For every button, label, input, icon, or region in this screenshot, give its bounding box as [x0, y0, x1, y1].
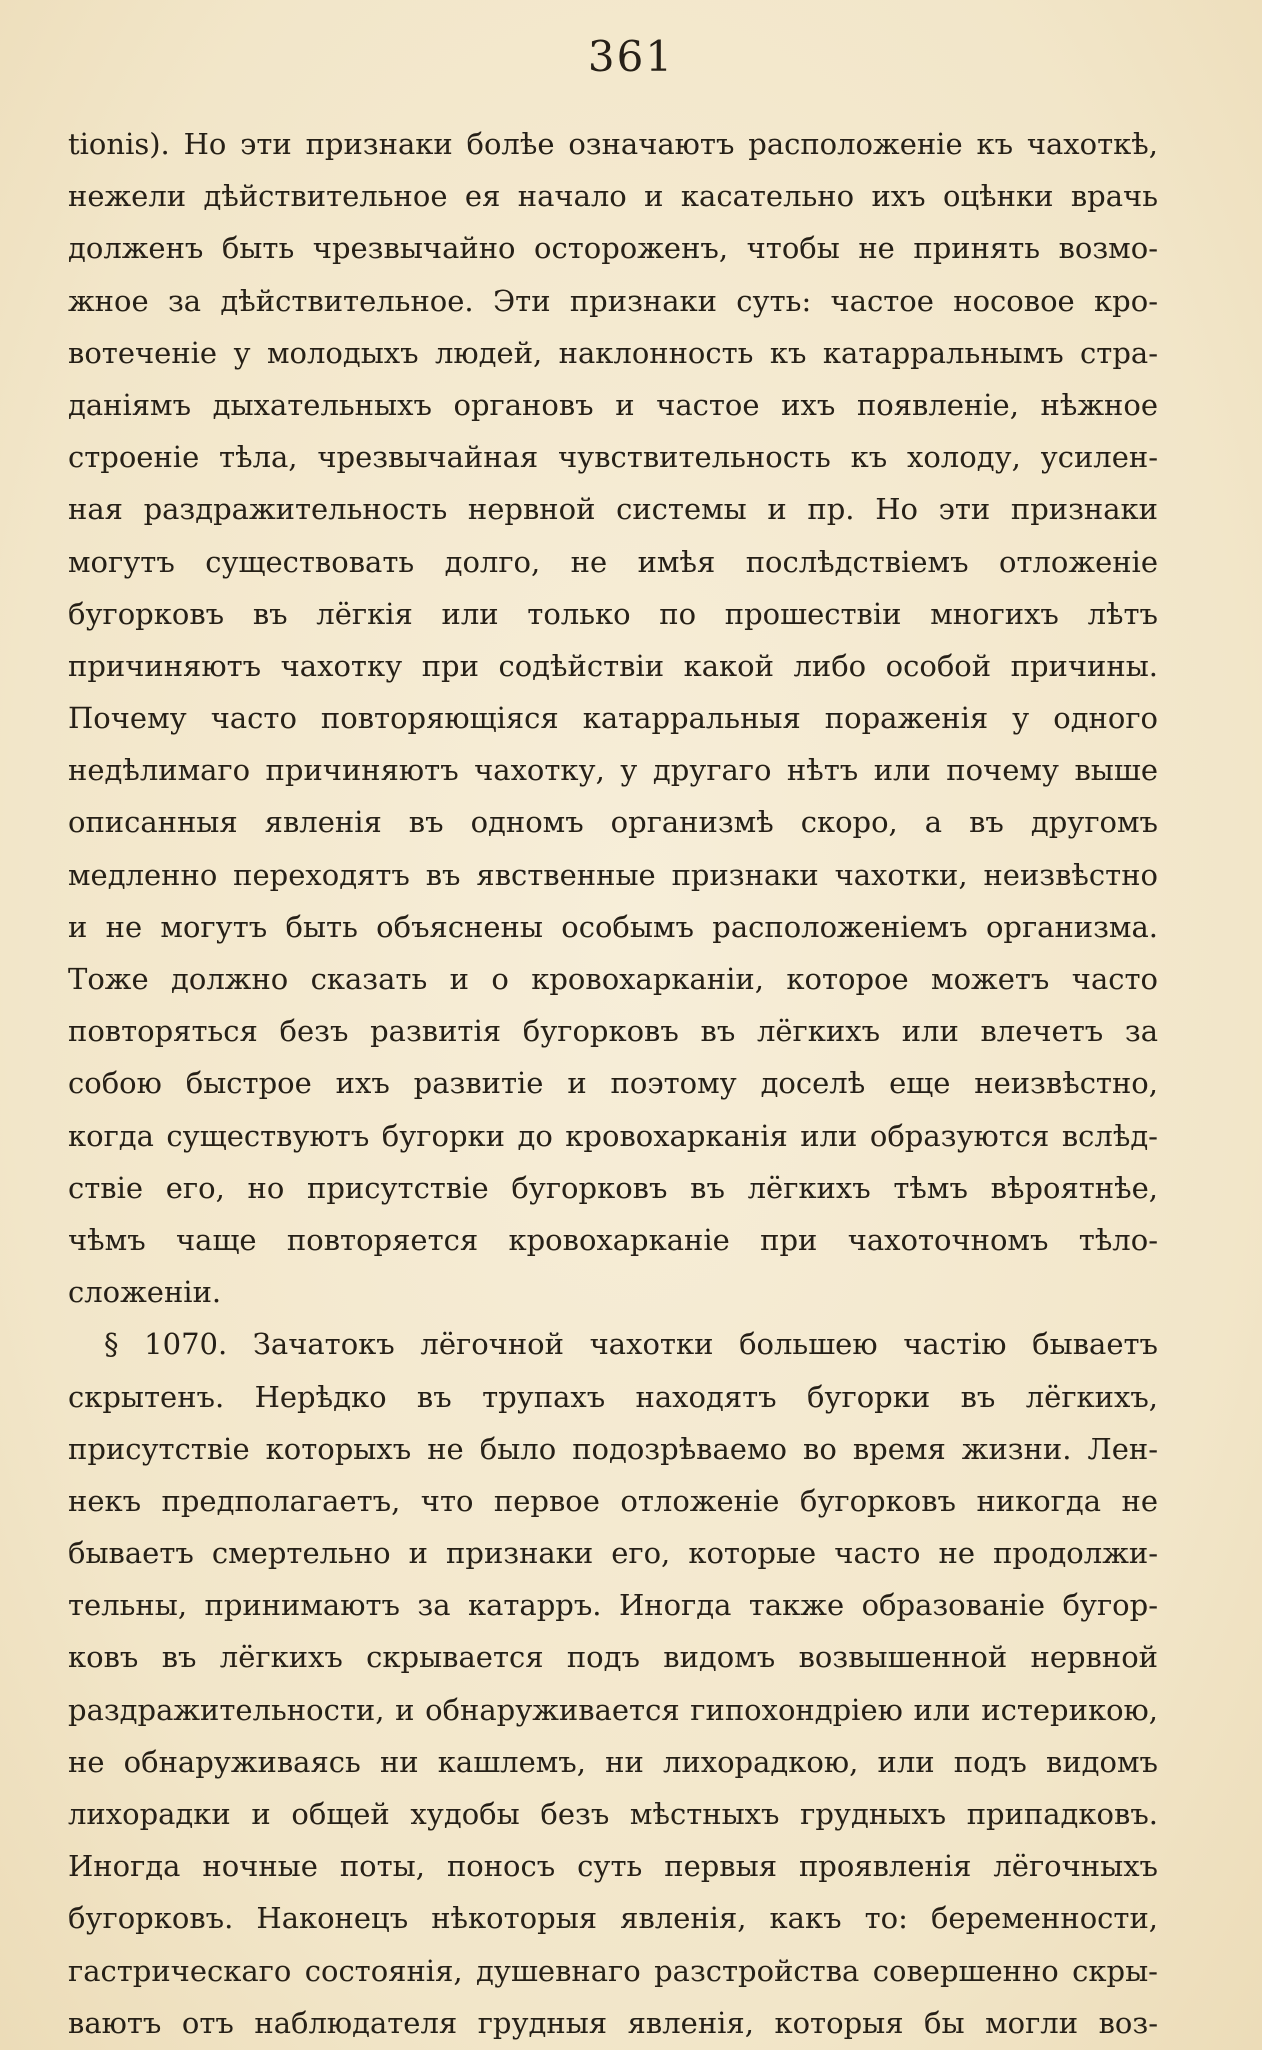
text-line: медленно переходятъ въ явственные признаки чахотки, неизвѣстно	[68, 857, 1158, 892]
text-line: скрытенъ. Нерѣдко въ трупахъ находятъ бугорки въ лёгкихъ,	[68, 1379, 1158, 1414]
text-line: не обнаруживаясь ни кашлемъ, ни лихорадкою, или подъ видомъ	[68, 1744, 1158, 1779]
text-line: даніямъ дыхательныхъ органовъ и частое ихъ появленіе, нѣжное	[68, 387, 1158, 422]
text-line: Почему часто повторяющіяся катарральныя пораженія у одного	[68, 701, 1158, 736]
text-line: сложеніи.	[68, 1275, 222, 1310]
text-line: описанныя явленія въ одномъ организмѣ скоро, а въ другомъ	[68, 805, 1158, 840]
text-line: причиняютъ чахотку при содѣйствіи какой либо особой причины.	[68, 648, 1158, 683]
body-text	[68, 118, 1158, 2049]
page-number: 361	[587, 32, 675, 81]
text-line: повторяться безъ развитія бугорковъ въ лёгкихъ или влечетъ за	[68, 1014, 1158, 1049]
text-line: долженъ быть чрезвычайно остороженъ, чтобы не принять возмо-	[68, 231, 1158, 266]
text-line: бываетъ смертельно и признаки его, которые часто не продолжи-	[68, 1536, 1158, 1571]
text-line: строеніе тѣла, чрезвычайная чувствительность къ холоду, усилен-	[68, 440, 1158, 475]
section-heading-line: § 1070. Зачатокъ лёгочной чахотки большею частію бываетъ	[104, 1327, 1158, 1362]
text-line: Тоже должно сказать и о кровохарканіи, которое можетъ часто	[68, 962, 1158, 996]
text-line: ная раздражительность нервной системы и пр. Но эти признаки	[68, 492, 1158, 527]
text-line: вотеченіе у молодыхъ людей, наклонность къ катарральнымъ стра-	[68, 335, 1158, 370]
text-line: недѣлимаго причиняютъ чахотку, у другаго нѣтъ или почему выше	[68, 753, 1158, 788]
text-line: ваютъ отъ наблюдателя грудныя явленія, которыя бы могли воз-	[68, 2005, 1158, 2040]
text-line: некъ предполагаетъ, что первое отложеніе бугорковъ никогда не	[68, 1483, 1158, 1518]
text-line: когда существуютъ бугорки до кровохарканія или образуются вслѣд-	[68, 1118, 1158, 1153]
text-line: раздражительности, и обнаруживается гипохондріею или истерикою,	[68, 1692, 1158, 1727]
text-line: ствіе его, но присутствіе бугорковъ въ лёгкихъ тѣмъ вѣроятнѣе,	[68, 1170, 1158, 1205]
text-line: чѣмъ чаще повторяется кровохарканіе при чахоточномъ тѣло-	[68, 1222, 1158, 1257]
text-line: и не могутъ быть объяснены особымъ расположеніемъ организма.	[68, 909, 1158, 944]
text-line: присутствіе которыхъ не было подозрѣваемо во время жизни. Лен-	[68, 1431, 1158, 1466]
text-line: лихорадки и общей худобы безъ мѣстныхъ грудныхъ припадковъ.	[68, 1797, 1158, 1831]
text-line: Иногда ночные поты, поносъ суть первыя проявленія лёгочныхъ	[68, 1849, 1158, 1884]
text-line: tionis). Но эти признаки болѣе означаютъ расположеніе къ чахоткѣ,	[68, 127, 1158, 161]
text-line: бугорковъ въ лёгкія или только по прошествіи многихъ лѣтъ	[68, 596, 1158, 631]
text-line: жное за дѣйствительное. Эти признаки суть: частое носовое кро-	[68, 283, 1158, 318]
text-line: собою быстрое ихъ развитіе и поэтому доселѣ еще неизвѣстно,	[68, 1066, 1158, 1101]
text-line: нежели дѣйствительное ея начало и касательно ихъ оцѣнки врачь	[68, 179, 1158, 214]
text-line: ковъ въ лёгкихъ скрывается подъ видомъ возвышенной нервной	[68, 1640, 1158, 1675]
text-line: бугорковъ. Наконецъ нѣкоторыя явленія, какъ то: беременности,	[68, 1901, 1158, 1936]
text-line: могутъ существовать долго, не имѣя послѣдствіемъ отложеніе	[68, 544, 1158, 579]
text-line: тельны, принимаютъ за катарръ. Иногда также образованіе бугор-	[68, 1588, 1158, 1623]
text-line: гастрическаго состоянія, душевнаго разстройства совершенно скры-	[68, 1953, 1158, 1988]
